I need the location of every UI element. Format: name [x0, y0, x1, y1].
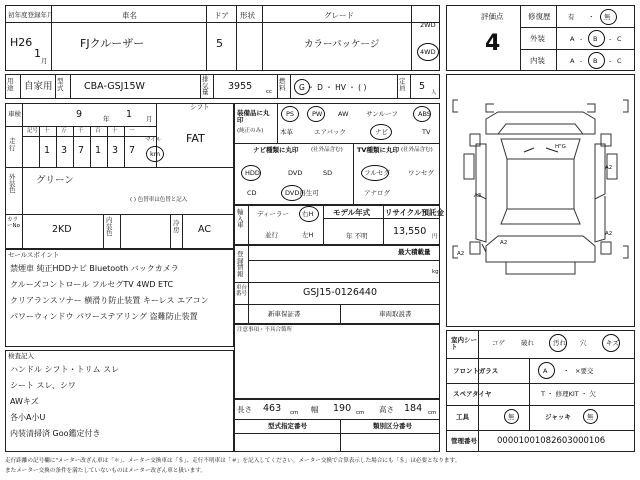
seat-option: 穴 — [580, 339, 587, 347]
interior-grade-value: B — [593, 57, 598, 65]
glass-label: フロントガラス — [453, 367, 499, 375]
fuel-options: G ・ D ・ HV ・ ( ) — [299, 83, 367, 92]
tools-value: 無 — [508, 413, 515, 421]
navi-option: DVD — [288, 169, 303, 177]
repair-sep: ・ — [588, 13, 595, 21]
mileage-digit-label: 一 — [129, 128, 135, 134]
model-year-label: モデル年式 — [333, 208, 371, 217]
seat-option: 破れ — [521, 339, 534, 347]
equipment-option: TV — [422, 128, 431, 136]
mileage-digit: 3 — [112, 145, 119, 156]
shape-label: 形状 — [240, 11, 255, 20]
tv-option: アナログ — [364, 189, 390, 197]
color-code-value: 2KD — [52, 224, 72, 235]
exterior-color-label: 外装色 — [9, 173, 16, 194]
jack-value: 無 — [587, 413, 594, 421]
type-label: 型式 — [57, 77, 64, 92]
purpose-value: 自家用 — [24, 81, 53, 92]
mile-label: マイル — [145, 137, 162, 143]
inspector-note-line: AWキズ — [10, 397, 39, 406]
mileage-digit-label: 記号 — [27, 128, 39, 134]
type-value: CBA-GSJ15W — [84, 81, 145, 92]
length-label: 長さ — [237, 405, 252, 414]
max-load-label: 最大積載量 — [398, 248, 431, 256]
score-value: 4 — [485, 31, 501, 56]
model-year-value: 年 不明 — [346, 232, 368, 240]
equipment-option: ナビ — [375, 128, 388, 136]
inspector-note-line: ハンドル シフト・トリム スレ — [10, 365, 120, 374]
exterior-grade-label: 外装 — [530, 34, 545, 43]
doors-value: 5 — [216, 37, 223, 50]
capacity-label: 定員 — [399, 77, 406, 92]
repair-no: 無 — [604, 13, 611, 21]
reg-month: 1 — [34, 47, 41, 60]
import-label: 輸入車 — [237, 208, 244, 229]
recycle-label: リサイクル預託金 — [385, 208, 444, 217]
inspection-label: 車検 — [8, 110, 21, 118]
repair-yes: 有 — [568, 13, 575, 21]
mileage-digit: 3 — [61, 145, 68, 156]
tools-label: 工具 — [456, 413, 469, 421]
mileage-digit: 7 — [78, 145, 85, 156]
tv-sub: (社外品含む) — [401, 147, 433, 153]
mileage-digit-label: 十 — [44, 128, 50, 134]
chassis-value: GSJ15-0126440 — [303, 287, 378, 298]
import-parallel: 並行 — [265, 231, 278, 239]
glass-replace: ×要交 — [575, 367, 594, 375]
seat-option: キズ — [606, 339, 619, 347]
interior-grade-label: 内装 — [530, 56, 545, 65]
footer-line-2: またメーター交換の条件を満たしていないものはメーター改ざん車と扱います。 — [5, 468, 206, 474]
reg-month-suffix: 月 — [41, 57, 48, 65]
seat-label: 室内シート — [451, 336, 477, 351]
navi-option: SD — [323, 169, 333, 177]
car-name-label: 車名 — [122, 11, 137, 20]
sales-point-line: クルーズコントロール フルセグTV 4WD ETC — [10, 280, 174, 289]
exterior-grade-value: B — [593, 35, 598, 43]
length-value: 463 — [263, 403, 282, 414]
width-label: 幅 — [311, 405, 319, 414]
mileage-digit-label: 千 — [78, 128, 84, 134]
purpose-label: 用途 — [7, 77, 14, 92]
inspection-month: 1 — [126, 109, 133, 120]
drive-4wd: 4WD — [420, 48, 436, 56]
chassis-label: 車台番号 — [236, 285, 248, 297]
equipment-option: 本革 — [280, 128, 293, 136]
sales-point-line: クリアランスソナー 横滑り防止装置 キーレス エアコン — [10, 296, 209, 305]
registration-record-label: 登録情報 — [237, 250, 244, 278]
width-value: 190 — [333, 403, 352, 414]
color-code-label: カラーNo — [7, 217, 20, 229]
glass-a: A — [543, 367, 548, 375]
car-name: FJクルーザー — [80, 37, 145, 50]
tv-option: ワンセグ — [408, 169, 434, 177]
warranty-label: 新車保証書 — [268, 310, 301, 318]
notes-defects-box — [234, 324, 440, 399]
exterior-color-note: ( ) 色替車は色替と記入 — [130, 197, 188, 203]
mileage-digit: 1 — [44, 145, 51, 156]
repair-label: 修復歴 — [528, 12, 551, 21]
mileage-label: 走行 — [9, 137, 16, 152]
height-value: 184 — [404, 403, 423, 414]
mileage-digit: 1 — [95, 145, 102, 156]
height-label: 高さ — [379, 405, 394, 414]
navi-option: DVD再生可 — [285, 189, 319, 197]
seat-option: 汚れ — [553, 339, 566, 347]
exterior-color-value: グリーン — [36, 175, 74, 186]
inspector-note-line: 各小A小U — [10, 413, 46, 422]
fuel-label: 燃料 — [279, 77, 286, 92]
grade-label: グレード — [324, 11, 354, 20]
car-diagram — [446, 74, 635, 327]
mileage-digit-label: 万 — [61, 128, 67, 134]
score-label: 評価点 — [481, 12, 504, 21]
equipment-option: サンルーフ — [366, 110, 398, 118]
navi-option: HDD — [245, 169, 260, 177]
notes-defects-label: 注意事項・不具合箇所 — [237, 327, 293, 333]
equipment-option: PS — [286, 110, 295, 118]
diagram-mark-a2-top: A2 — [605, 165, 613, 171]
manual-label: 車両取説書 — [379, 310, 412, 318]
inspector-note-line: シート スレ、シワ — [10, 381, 76, 390]
sales-point-line: 禁煙車 純正HDDナビ Bluetooth バックカメラ — [10, 264, 179, 273]
drive-2wd: 2WD — [420, 21, 436, 29]
recycle-value: 13,550 — [393, 226, 427, 237]
ac-value: AC — [198, 224, 211, 235]
diagram-mark-a2-left: A2 — [457, 251, 465, 257]
management-number: 0000100108260300010​6 — [497, 436, 606, 446]
reg-era-year: H26 — [10, 36, 33, 49]
spare-tire-label: スペアタイヤ — [453, 390, 492, 398]
ac-label: 冷房 — [173, 219, 180, 234]
type-no-label: 型式指定番号 — [268, 422, 307, 430]
jack-label: ジャッキ — [545, 413, 571, 421]
inspector-note-line: 内装清掃済 Goo鑑定付き — [10, 429, 101, 438]
diagram-mark-a2-rear: A2 — [500, 240, 508, 246]
displacement-value: 3955 — [228, 81, 253, 92]
footer-line-1: 走行距離の記号欄に"メーター改ざん車は「＊」、メーター交換車は「＄」、走行不明車は「＃」を記入してください。メーター交換で合算表示した場合にも「＄」は必要となります。 — [5, 458, 461, 464]
inspector-notes-label: 検査記入 — [8, 352, 34, 360]
spare-tire-options: T ・ 修理KIT ・ 欠 — [541, 390, 596, 398]
diagram-mark-hg: H"G — [555, 144, 566, 150]
equipment-label: 装備品に丸印 — [237, 109, 270, 124]
km-label: km — [150, 150, 161, 158]
reg-year-label: 初年度登録年月 — [8, 11, 54, 19]
grade-value: カラーパッケージ — [304, 39, 380, 50]
navi-title: ナビ種類に丸印 — [253, 146, 299, 154]
mileage-digit-label: 百 — [95, 128, 101, 134]
equipment-sub: (純正のみ) — [237, 128, 264, 134]
diagram-mark-a2-right: A2 — [605, 231, 613, 237]
equipment-option: PW — [312, 110, 323, 118]
import-right: 右H — [302, 210, 314, 218]
navi-option: CD — [247, 189, 257, 197]
doors-label: ドア — [214, 11, 229, 20]
sales-point-label: セールスポイント — [8, 251, 60, 259]
class-no-label: 類別区分番号 — [373, 422, 412, 430]
capacity-value: 5 — [419, 81, 426, 92]
import-dealer: ディーラー — [257, 210, 289, 218]
import-left: 左H — [302, 231, 314, 239]
diagram-mark-a3: A3 — [474, 193, 482, 199]
seat-option: コゲ — [492, 339, 505, 347]
equipment-option: ABS — [418, 110, 431, 118]
interior-color-label: 内装色 — [106, 216, 113, 237]
mileage-digit-label: 十 — [112, 128, 118, 134]
tv-option: フルセグ — [364, 169, 390, 177]
navi-sub: (社外品含む) — [311, 147, 343, 153]
inspection-year: 9 — [76, 109, 83, 120]
equipment-option: エアバック — [314, 128, 346, 136]
equipment-option: AW — [338, 110, 349, 118]
shift-value: FAT — [186, 132, 205, 145]
sales-point-line: パワーウィンドウ パワーステアリング 盗難防止装置 — [10, 312, 198, 321]
tv-title: TV種類に丸印 — [357, 146, 399, 154]
shift-label: シフト — [190, 103, 210, 111]
mileage-digit: 7 — [129, 145, 136, 156]
displacement-label: 排気量 — [202, 75, 209, 96]
management-label: 管理番号 — [451, 437, 477, 445]
